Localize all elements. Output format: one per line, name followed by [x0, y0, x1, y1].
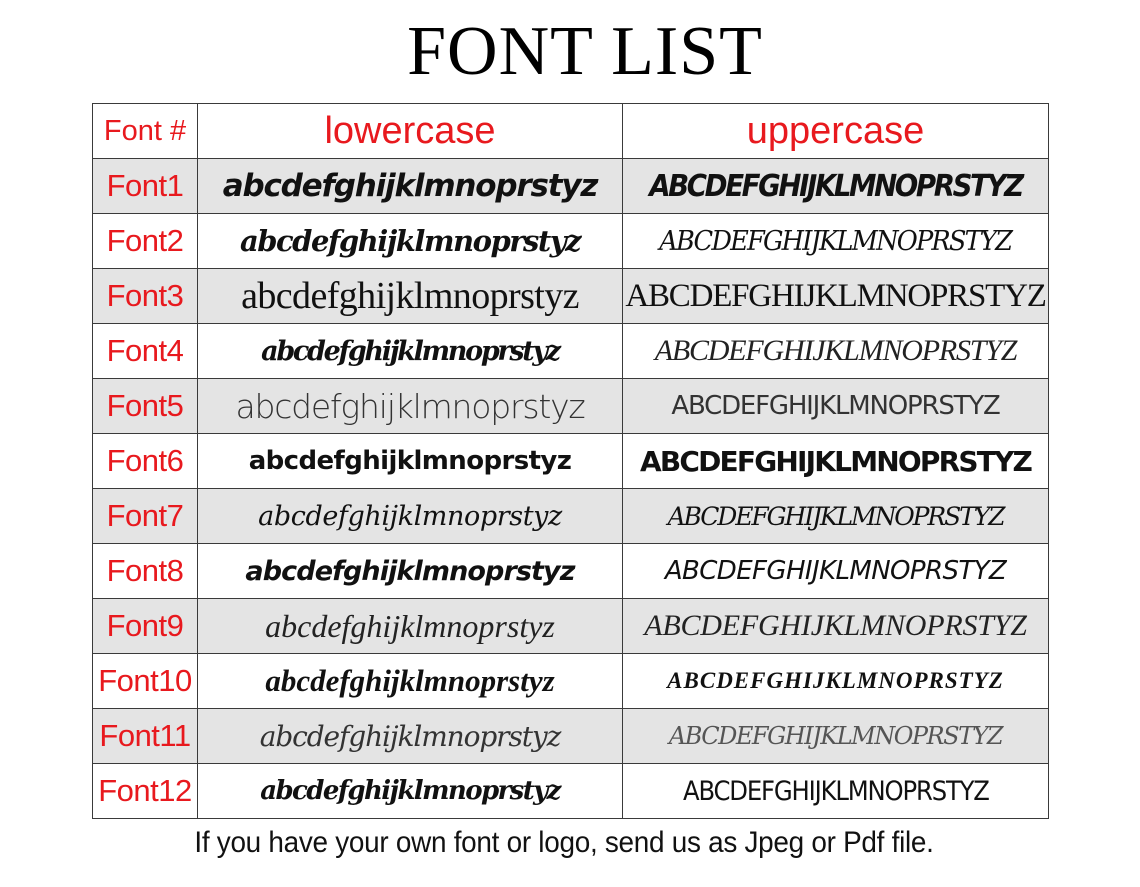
uppercase-cell — [623, 654, 1049, 709]
uppercase-cell — [623, 214, 1049, 269]
lowercase-sample: abcdefghijklmnoprstyz — [265, 663, 555, 698]
uppercase-cell — [623, 489, 1049, 544]
font-row-6 — [93, 434, 1049, 489]
lowercase-sample: abcdefghijklmnoprstyz — [258, 500, 562, 532]
uppercase-cell — [623, 599, 1049, 654]
table-header-row — [93, 104, 1049, 159]
uppercase-sample: ABCDEFGHIJKLMNOPRSTYZ — [682, 775, 989, 807]
font-row-5 — [93, 379, 1049, 434]
font-number: Font10 — [93, 654, 198, 709]
lowercase-sample: abcdefghijklmnoprstyz — [245, 555, 575, 587]
font-row-1 — [93, 159, 1049, 214]
uppercase-cell — [623, 764, 1049, 819]
font-number: Font5 — [93, 379, 198, 434]
font-row-3 — [93, 269, 1049, 324]
lowercase-cell — [198, 159, 623, 214]
uppercase-cell — [623, 434, 1049, 489]
lowercase-cell — [198, 599, 623, 654]
font-row-9 — [93, 599, 1049, 654]
page-title: FONT LIST — [407, 13, 763, 90]
lowercase-cell — [198, 764, 623, 819]
header-uppercase-label: uppercase — [746, 109, 925, 152]
font-number: Font3 — [93, 269, 198, 324]
lowercase-sample: abcdefghijklmnoprstyz — [248, 446, 572, 476]
font-number: Font8 — [93, 544, 198, 599]
uppercase-sample: ABCDEFGHIJKLMNOPRSTYZ — [639, 444, 1032, 478]
font-row-10 — [93, 654, 1049, 709]
lowercase-cell — [198, 709, 623, 764]
uppercase-sample: ABCDEFGHIJKLMNOPRSTYZ — [659, 225, 1012, 257]
uppercase-sample: ABCDEFGHIJKLMNOPRSTYZ — [654, 334, 1017, 367]
font-number: Font1 — [93, 159, 198, 214]
lowercase-sample: abcdefghijklmnoprstyz — [235, 386, 585, 426]
lowercase-cell — [198, 269, 623, 324]
lowercase-sample: abcdefghijklmnoprstyz — [261, 335, 559, 367]
font-number: Font4 — [93, 324, 198, 379]
lowercase-sample: abcdefghijklmnoprstyz — [265, 607, 555, 644]
font-number: Font2 — [93, 214, 198, 269]
font-row-2 — [93, 214, 1049, 269]
font-row-11 — [93, 709, 1049, 764]
lowercase-cell — [198, 654, 623, 709]
lowercase-sample: abcdefghijklmnoprstyz — [241, 275, 579, 317]
lowercase-cell — [198, 489, 623, 544]
font-number: Font11 — [93, 709, 198, 764]
uppercase-sample: ABCDEFGHIJKLMNOPRSTYZ — [649, 168, 1022, 204]
lowercase-sample: abcdefghijklmnoprstyz — [239, 224, 581, 258]
header-lowercase — [198, 104, 623, 159]
lowercase-cell — [198, 544, 623, 599]
header-font-number-label: Font # — [103, 114, 187, 147]
uppercase-sample: ABCDEFGHIJKLMNOPRSTYZ — [667, 501, 1004, 531]
font-row-12 — [93, 764, 1049, 819]
font-number: Font7 — [93, 489, 198, 544]
uppercase-sample: ABCDEFGHIJKLMNOPRSTYZ — [664, 556, 1007, 586]
uppercase-sample: ABCDEFGHIJKLMNOPRSTYZ — [644, 609, 1027, 642]
lowercase-sample: abcdefghijklmnoprstyz — [222, 168, 598, 204]
uppercase-cell — [623, 159, 1049, 214]
lowercase-sample: abcdefghijklmnoprstyz — [259, 719, 561, 753]
uppercase-cell — [623, 269, 1049, 324]
lowercase-sample: abcdefghijklmnoprstyz — [260, 776, 560, 806]
uppercase-cell — [623, 379, 1049, 434]
footer-note: If you have your own font or logo, send us as Jpeg or Pdf file. — [194, 826, 934, 859]
lowercase-cell — [198, 214, 623, 269]
font-table — [92, 103, 1049, 819]
font-number: Font9 — [93, 599, 198, 654]
lowercase-cell — [198, 324, 623, 379]
header-font-number — [93, 104, 198, 159]
font-number: Font12 — [93, 764, 198, 819]
uppercase-cell — [623, 544, 1049, 599]
uppercase-cell — [623, 709, 1049, 764]
font-row-7 — [93, 489, 1049, 544]
font-number: Font6 — [93, 434, 198, 489]
font-row-8 — [93, 544, 1049, 599]
lowercase-cell — [198, 434, 623, 489]
uppercase-sample: ABCDEFGHIJKLMNOPRSTYZ — [625, 277, 1046, 314]
uppercase-sample: ABCDEFGHIJKLMNOPRSTYZ — [668, 722, 1003, 750]
uppercase-sample: ABCDEFGHIJKLMNOPRSTYZ — [667, 668, 1004, 693]
header-uppercase — [623, 104, 1049, 159]
uppercase-cell — [623, 324, 1049, 379]
header-lowercase-label: lowercase — [324, 109, 496, 152]
font-row-4 — [93, 324, 1049, 379]
uppercase-sample: ABCDEFGHIJKLMNOPRSTYZ — [671, 391, 1000, 421]
lowercase-cell — [198, 379, 623, 434]
